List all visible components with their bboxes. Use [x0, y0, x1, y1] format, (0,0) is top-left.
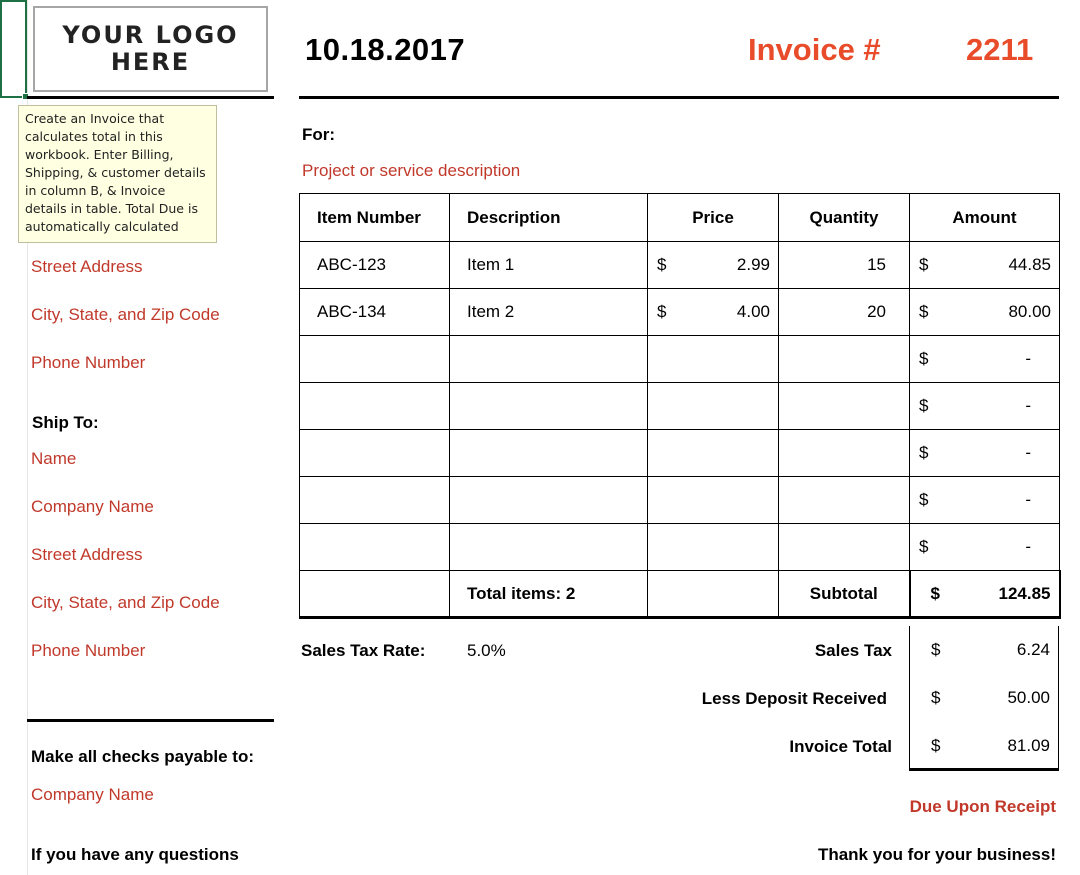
cell-price[interactable] [648, 383, 779, 430]
invoice-number-label: Invoice # [748, 32, 881, 67]
subtotal-value: 124.85 [998, 583, 1051, 603]
bill-city[interactable]: City, State, and Zip Code [31, 305, 220, 324]
deposit-value: 50.00 [1007, 688, 1050, 707]
amount-value: - [1025, 396, 1031, 415]
invoice-total-value: 81.09 [1007, 736, 1050, 755]
project-description[interactable]: Project or service description [302, 161, 521, 180]
subtotal-label: Subtotal [779, 571, 910, 618]
empty-cell[interactable] [300, 571, 450, 618]
cell-description[interactable] [450, 383, 648, 430]
cell-description[interactable] [450, 477, 648, 524]
currency-symbol: $ [931, 640, 941, 659]
amount-value: 80.00 [1008, 302, 1051, 321]
header-price: Price [648, 194, 779, 242]
table-row [300, 242, 1060, 289]
for-label: For: [302, 125, 336, 144]
logo-placeholder[interactable] [33, 6, 268, 92]
currency-symbol: $ [919, 443, 929, 462]
due-terms[interactable]: Due Upon Receipt [909, 797, 1056, 816]
cell-description[interactable] [450, 524, 648, 571]
cell-amount[interactable] [910, 524, 1060, 571]
invoice-total-cell[interactable] [909, 722, 1059, 771]
bill-street[interactable]: Street Address [31, 257, 143, 276]
cell-amount[interactable] [910, 477, 1060, 524]
tax-rate-label: Sales Tax Rate: [301, 641, 426, 660]
cell-quantity[interactable] [779, 383, 910, 430]
ship-city[interactable]: City, State, and Zip Code [31, 593, 220, 612]
bill-phone[interactable]: Phone Number [31, 353, 146, 372]
total-items: Total items: 2 [450, 571, 648, 618]
amount-value: - [1025, 349, 1031, 368]
cell-item-number[interactable] [300, 430, 450, 477]
header-description: Description [450, 194, 648, 242]
deposit-cell[interactable] [909, 674, 1059, 722]
cell-item-number[interactable]: ABC-123 [300, 242, 450, 289]
cell-amount[interactable] [910, 336, 1060, 383]
questions-text: If you have any questions [31, 845, 239, 864]
amount-value: - [1025, 443, 1031, 462]
cell-price[interactable] [648, 477, 779, 524]
header-item-number: Item Number [300, 194, 450, 242]
cell-quantity[interactable] [779, 524, 910, 571]
invoice-total-label: Invoice Total [789, 737, 892, 756]
subtotal-cell[interactable] [910, 571, 1060, 618]
cell-quantity[interactable] [779, 477, 910, 524]
table-row [300, 289, 1060, 336]
currency-symbol: $ [919, 396, 929, 415]
cell-price[interactable] [648, 289, 779, 336]
currency-symbol: $ [919, 302, 929, 321]
logo-line-1: YOUR LOGO [62, 21, 239, 49]
cell-item-number[interactable]: ABC-134 [300, 289, 450, 336]
tax-rate-value[interactable]: 5.0% [467, 641, 506, 660]
currency-symbol: $ [931, 688, 941, 707]
amount-value: - [1025, 490, 1031, 509]
cell-price[interactable] [648, 242, 779, 289]
items-table [299, 193, 1061, 619]
table-row [300, 336, 1060, 383]
cell-price[interactable] [648, 430, 779, 477]
cell-price[interactable] [648, 524, 779, 571]
totals-row [300, 571, 1060, 618]
cell-amount[interactable] [910, 383, 1060, 430]
currency-symbol: $ [919, 255, 929, 274]
cell-item-number[interactable] [300, 383, 450, 430]
cell-quantity[interactable] [779, 430, 910, 477]
checks-rule [27, 719, 274, 722]
cell-amount[interactable] [910, 242, 1060, 289]
cell-price[interactable] [648, 336, 779, 383]
empty-cell[interactable] [648, 571, 779, 618]
currency-symbol: $ [657, 255, 667, 274]
currency-symbol: $ [919, 349, 929, 368]
price-value: 4.00 [736, 302, 770, 321]
left-header-rule [27, 96, 274, 99]
header-amount: Amount [910, 194, 1060, 242]
currency-symbol: $ [657, 302, 667, 321]
ship-phone[interactable]: Phone Number [31, 641, 146, 660]
table-row [300, 524, 1060, 571]
header-quantity: Quantity [779, 194, 910, 242]
deposit-label: Less Deposit Received [701, 689, 887, 708]
cell-description[interactable]: Item 2 [450, 289, 648, 336]
table-row [300, 430, 1060, 477]
cell-item-number[interactable] [300, 524, 450, 571]
ship-company[interactable]: Company Name [31, 497, 154, 516]
invoice-date[interactable]: 10.18.2017 [305, 32, 466, 67]
cell-amount[interactable] [910, 430, 1060, 477]
currency-symbol: $ [919, 490, 929, 509]
cell-comment: Create an Invoice that calculates total in this workbook. Enter Billing, Shipping, & customer details in column B, & Invoice details in table. Total Due is automatically calculated [18, 105, 217, 243]
sales-tax-value: 6.24 [1016, 640, 1050, 659]
cell-description[interactable] [450, 430, 648, 477]
currency-symbol: $ [931, 736, 941, 755]
cell-description[interactable] [450, 336, 648, 383]
cell-item-number[interactable] [300, 477, 450, 524]
table-row [300, 477, 1060, 524]
invoice-number[interactable]: 2211 [966, 32, 1034, 67]
cell-quantity[interactable]: 20 [779, 289, 910, 336]
currency-symbol: $ [919, 537, 929, 556]
logo-line-2: HERE [110, 48, 191, 76]
ship-to-label: Ship To: [32, 413, 99, 432]
price-value: 2.99 [736, 255, 770, 274]
cell-quantity[interactable] [779, 336, 910, 383]
cell-item-number[interactable] [300, 336, 450, 383]
sales-tax-cell[interactable] [909, 626, 1059, 674]
checks-label: Make all checks payable to: [31, 747, 254, 766]
ship-name[interactable]: Name [31, 449, 77, 468]
currency-symbol: $ [930, 583, 940, 603]
thank-you: Thank you for your business! [817, 845, 1056, 864]
cell-amount[interactable] [910, 289, 1060, 336]
table-row [300, 383, 1060, 430]
amount-value: 44.85 [1008, 255, 1051, 274]
amount-value: - [1025, 537, 1031, 556]
ship-street[interactable]: Street Address [31, 545, 143, 564]
selected-cell[interactable] [0, 0, 27, 98]
checks-company[interactable]: Company Name [31, 785, 154, 804]
sales-tax-label: Sales Tax [814, 641, 892, 660]
right-header-rule [299, 96, 1059, 99]
cell-description[interactable]: Item 1 [450, 242, 648, 289]
cell-quantity[interactable]: 15 [779, 242, 910, 289]
